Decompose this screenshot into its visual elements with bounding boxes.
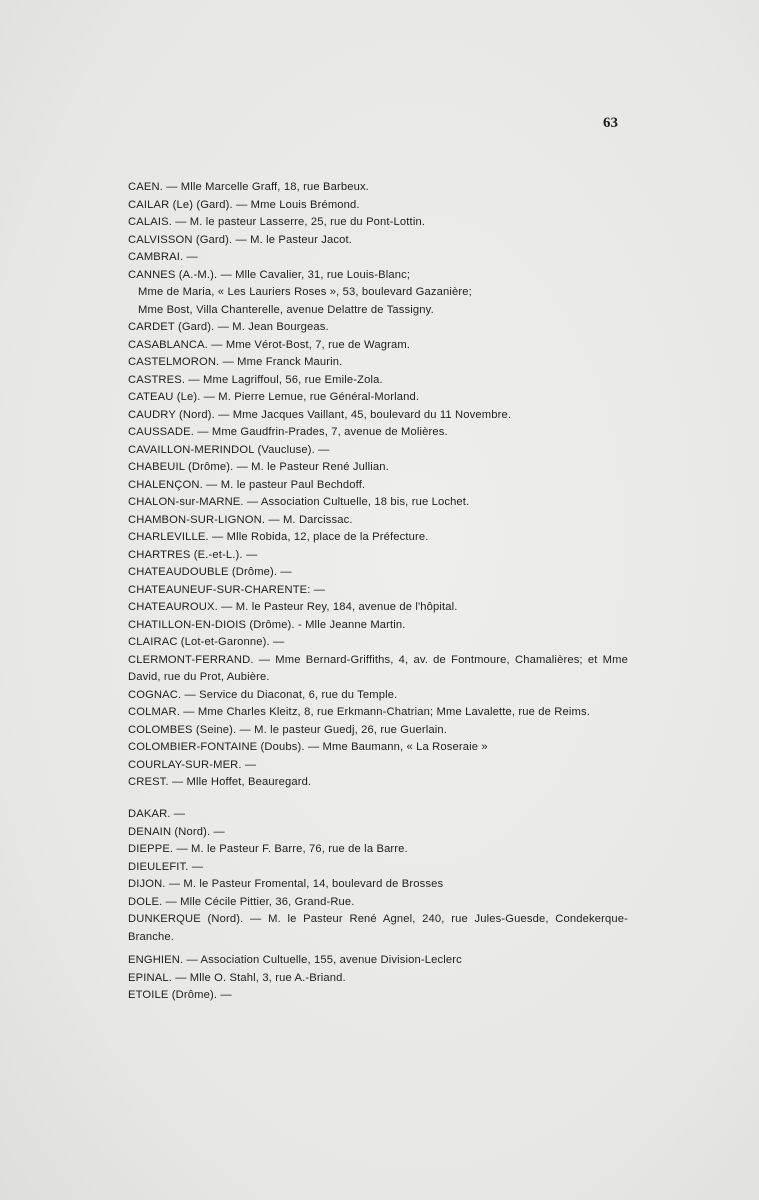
entry-dieulefit: DIEULEFIT. — [128, 860, 204, 873]
entry-cavaillon: CAVAILLON-MERINDOL (Vaucluse). — [128, 443, 330, 456]
entry-dunkerque: DUNKERQUE (Nord). — M. le Pasteur René Agnel, 240, rue Jules-Guesde, Condekerque-Branche. [128, 913, 628, 943]
entry-epinal: EPINAL. — Mlle O. Stahl, 3, rue A.-Briand. [128, 971, 346, 984]
entry-chambon: CHAMBON-SUR-LIGNON. — M. Darcissac. [128, 513, 353, 526]
entry-cambrai: CAMBRAI. — [128, 251, 198, 263]
entry-chalencon: CHALENÇON. — M. le pasteur Paul Bechdoff. [128, 478, 366, 491]
entry-charleville: CHARLEVILLE. — Mlle Robida, 12, place de la Préfecture. [128, 531, 429, 543]
entry-caussade: CAUSSADE. — Mme Gaudfrin-Prades, 7, avenue de Molières. [128, 426, 448, 438]
entry-denain: DENAIN (Nord). — [128, 825, 225, 838]
entry-cannes-cont-2: Mme Bost, Villa Chanterelle, avenue Delattre de Tassigny. [138, 303, 434, 316]
entry-enghien: ENGHIEN. — Association Cultuelle, 155, avenue Division-Leclerc [128, 954, 462, 966]
entry-dijon: DIJON. — M. le Pasteur Fromental, 14, boulevard de Brosses [128, 878, 444, 890]
entry-chartres: CHARTRES (E.-et-L.). — [128, 548, 258, 561]
entries-e [128, 952, 628, 1005]
entry-courlay: COURLAY-SUR-MER. — [128, 758, 257, 771]
entry-chatillon: CHATILLON-EN-DIOIS (Drôme). - Mlle Jeanne Martin. [128, 618, 406, 631]
page-number: 63 [603, 115, 618, 131]
entry-calais: CALAIS. — M. le pasteur Lasserre, 25, rue du Pont-Lottin. [128, 216, 426, 228]
entry-castelmoron: CASTELMORON. — Mme Franck Maurin. [128, 356, 343, 368]
entry-cannes: CANNES (A.-M.). — Mlle Cavalier, 31, rue Louis-Blanc; [128, 268, 411, 281]
entry-clairac: CLAIRAC (Lot-et-Garonne). — [128, 636, 285, 648]
entry-chateauroux: CHATEAUROUX. — M. le Pasteur Rey, 184, avenue de l'hôpital. [128, 601, 458, 613]
entry-castres: CASTRES. — Mme Lagriffoul, 56, rue Emile-Zola. [128, 373, 383, 386]
entry-chateauneuf: CHATEAUNEUF-SUR-CHARENTE: — [128, 583, 326, 596]
entry-dole: DOLE. — Mlle Cécile Pittier, 36, Grand-Rue. [128, 895, 355, 908]
entry-cailar: CAILAR (Le) (Gard). — Mme Louis Brémond. [128, 198, 360, 211]
entry-clermont: CLERMONT-FERRAND. — Mme Bernard-Griffiths, 4, av. de Fontmoure, Chamalières; et Mme David, rue du Prot, Aubière. [128, 653, 628, 683]
entry-cardet: CARDET (Gard). — M. Jean Bourgeas. [128, 321, 329, 333]
entry-cateau: CATEAU (Le). — M. Pierre Lemue, rue Général-Morland. [128, 391, 420, 403]
entry-cognac: COGNAC. — Service du Diaconat, 6, rue du Temple. [128, 688, 398, 701]
entry-colombier: COLOMBIER-FONTAINE (Doubs). — Mme Baumann, « La Roseraie » [128, 741, 488, 753]
entry-caen: CAEN. — Mlle Marcelle Graff, 18, rue Barbeux. [128, 181, 369, 193]
entry-colombes: COLOMBES (Seine). — M. le pasteur Guedj, 26, rue Guerlain. [128, 723, 447, 736]
entry-cannes-cont-1: Mme de Maria, « Les Lauriers Roses », 53, boulevard Gazanière; [138, 286, 472, 298]
entry-casablanca: CASABLANCA. — Mme Vérot-Bost, 7, rue de Wagram. [128, 338, 411, 351]
entry-chabeuil: CHABEUIL (Drôme). — M. le Pasteur René Jullian. [128, 461, 389, 473]
entry-dieppe: DIEPPE. — M. le Pasteur F. Barre, 76, rue de la Barre. [128, 843, 408, 855]
entry-chalon: CHALON-sur-MARNE. — Association Cultuelle, 18 bis, rue Lochet. [128, 496, 470, 508]
entry-crest: CREST. — Mlle Hoffet, Beauregard. [128, 776, 312, 788]
entry-chateaudouble: CHATEAUDOUBLE (Drôme). — [128, 566, 292, 578]
entries-d [128, 806, 628, 946]
entry-colmar: COLMAR. — Mme Charles Kleitz, 8, rue Erkmann-Chatrian; Mme Lavalette, rue de Reims. [128, 706, 590, 718]
entry-calvisson: CALVISSON (Gard). — M. le Pasteur Jacot. [128, 233, 353, 246]
entry-caudry: CAUDRY (Nord). — Mme Jacques Vaillant, 45, boulevard du 11 Novembre. [128, 408, 512, 421]
entry-dakar: DAKAR. — [128, 808, 186, 820]
entries-c [128, 179, 628, 792]
entry-etoile: ETOILE (Drôme). — [128, 989, 232, 1001]
